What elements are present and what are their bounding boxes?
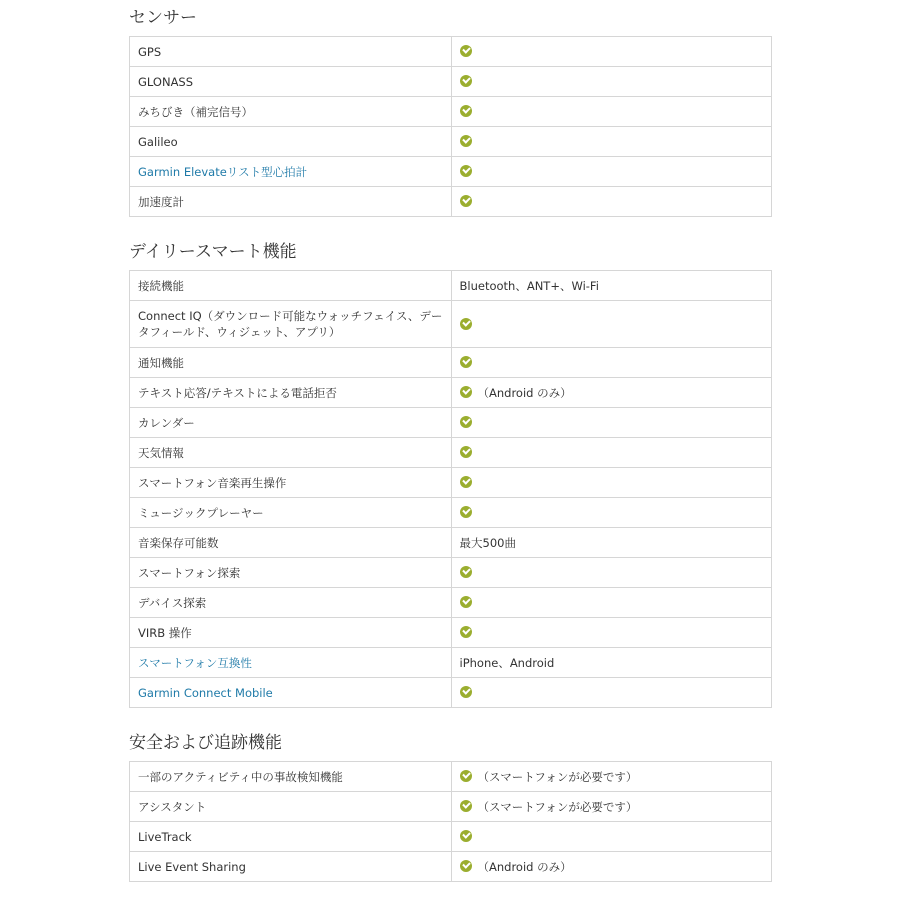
table-row (130, 271, 772, 301)
table-row (130, 438, 772, 468)
feature-value (451, 378, 772, 408)
feature-label[interactable] (130, 648, 452, 678)
feature-value-text: 最大500曲 (459, 535, 516, 550)
feature-label-text: 音楽保存可能数 (138, 535, 219, 550)
feature-value-text: Bluetooth、ANT+、Wi-Fi (459, 278, 599, 293)
table-row (130, 97, 772, 127)
table-row (130, 408, 772, 438)
table-row (130, 378, 772, 408)
feature-label (130, 348, 452, 378)
feature-label-text: Galileo (138, 134, 178, 149)
feature-label (130, 438, 452, 468)
feature-value (451, 852, 772, 882)
feature-label[interactable] (130, 157, 452, 187)
feature-label (130, 588, 452, 618)
feature-value-text: （Android のみ） (477, 385, 572, 400)
feature-label (130, 127, 452, 157)
check-circle-icon (460, 566, 472, 578)
check-circle-icon (460, 386, 472, 398)
feature-value (451, 588, 772, 618)
feature-label (130, 618, 452, 648)
feature-label-text: Connect IQ（ダウンロード可能なウォッチフェイス、データフィールド、ウィジェット、アプリ） (138, 309, 443, 339)
feature-value (451, 558, 772, 588)
check-circle-icon (460, 195, 472, 207)
feature-value (451, 678, 772, 708)
feature-label (130, 498, 452, 528)
feature-label-text: デバイス探索 (138, 595, 207, 610)
feature-value-text: （Android のみ） (477, 859, 572, 874)
feature-label (130, 378, 452, 408)
check-circle-icon (460, 800, 472, 812)
check-circle-icon (460, 105, 472, 117)
check-circle-icon (460, 75, 472, 87)
feature-value (451, 157, 772, 187)
feature-label-text: テキスト応答/テキストによる電話拒否 (138, 385, 337, 400)
feature-label (130, 822, 452, 852)
feature-label-text: みちびき（補完信号） (138, 104, 253, 119)
feature-label-text: 天気情報 (138, 445, 184, 460)
feature-label-text: Live Event Sharing (138, 859, 246, 874)
feature-value (451, 618, 772, 648)
section-sensors (129, 0, 772, 217)
table-row (130, 37, 772, 67)
feature-link[interactable]: スマートフォン互換性 (138, 655, 252, 670)
check-circle-icon (460, 596, 472, 608)
check-circle-icon (460, 860, 472, 872)
table-row (130, 762, 772, 792)
feature-label (130, 271, 452, 301)
feature-label (130, 408, 452, 438)
table-row (130, 348, 772, 378)
feature-label-text: LiveTrack (138, 829, 192, 844)
check-circle-icon (460, 165, 472, 177)
table-row (130, 852, 772, 882)
feature-value (451, 498, 772, 528)
feature-value (451, 438, 772, 468)
feature-label (130, 852, 452, 882)
feature-value (451, 762, 772, 792)
table-row (130, 498, 772, 528)
feature-label (130, 762, 452, 792)
feature-value (451, 822, 772, 852)
feature-label (130, 558, 452, 588)
check-circle-icon (460, 318, 472, 330)
feature-label[interactable] (130, 678, 452, 708)
feature-label-text: 一部のアクティビティ中の事故検知機能 (138, 769, 343, 784)
table-row (130, 558, 772, 588)
spec-table (129, 761, 772, 882)
table-row (130, 822, 772, 852)
check-circle-icon (460, 356, 472, 368)
check-circle-icon (460, 830, 472, 842)
check-circle-icon (460, 135, 472, 147)
feature-label-text: 通知機能 (138, 355, 184, 370)
feature-value (451, 127, 772, 157)
section-title: センサー (129, 8, 197, 28)
feature-value (451, 67, 772, 97)
table-row (130, 648, 772, 678)
feature-label (130, 97, 452, 127)
table-row (130, 67, 772, 97)
feature-label-text: GLONASS (138, 74, 194, 89)
feature-label-text: VIRB 操作 (138, 625, 192, 640)
check-circle-icon (460, 45, 472, 57)
feature-link[interactable]: Garmin Connect Mobile (138, 685, 273, 700)
spec-page (129, 0, 772, 882)
feature-value (451, 37, 772, 67)
check-circle-icon (460, 446, 472, 458)
check-circle-icon (460, 770, 472, 782)
feature-value-text: （スマートフォンが必要です） (477, 799, 638, 814)
feature-value-text: iPhone、Android (459, 655, 555, 670)
feature-label-text: GPS (138, 44, 162, 59)
feature-value (451, 187, 772, 217)
feature-value (451, 348, 772, 378)
check-circle-icon (460, 506, 472, 518)
feature-value (451, 271, 772, 301)
table-row (130, 678, 772, 708)
feature-label-text: アシスタント (138, 799, 207, 814)
section-safety (129, 725, 772, 882)
feature-label-text: スマートフォン音楽再生操作 (138, 475, 287, 490)
feature-label-text: ミュージックプレーヤー (138, 505, 264, 520)
feature-value (451, 97, 772, 127)
feature-label (130, 528, 452, 558)
table-row (130, 588, 772, 618)
table-row (130, 157, 772, 187)
feature-link[interactable]: Garmin Elevateリスト型心拍計 (138, 164, 308, 179)
feature-label-text: スマートフォン探索 (138, 565, 241, 580)
feature-label-text: 加速度計 (138, 194, 184, 209)
table-row (130, 792, 772, 822)
feature-label (130, 187, 452, 217)
section-daily-smart (129, 234, 772, 708)
feature-value (451, 301, 772, 348)
feature-label (130, 301, 452, 348)
table-row (130, 618, 772, 648)
table-row (130, 127, 772, 157)
feature-label-text: 接続機能 (138, 278, 184, 293)
table-row (130, 187, 772, 217)
check-circle-icon (460, 626, 472, 638)
feature-value (451, 648, 772, 678)
spec-table (129, 36, 772, 217)
check-circle-icon (460, 416, 472, 428)
feature-label (130, 37, 452, 67)
feature-value-text: （スマートフォンが必要です） (477, 769, 638, 784)
table-row (130, 468, 772, 498)
section-title: 安全および追跡機能 (129, 733, 282, 753)
check-circle-icon (460, 476, 472, 488)
spec-table (129, 270, 772, 708)
section-title: デイリースマート機能 (129, 242, 297, 262)
feature-value (451, 468, 772, 498)
table-row (130, 528, 772, 558)
feature-label (130, 468, 452, 498)
feature-value (451, 792, 772, 822)
feature-value (451, 408, 772, 438)
table-row (130, 301, 772, 348)
feature-label (130, 792, 452, 822)
feature-value (451, 528, 772, 558)
feature-label (130, 67, 452, 97)
feature-label-text: カレンダー (138, 415, 195, 430)
check-circle-icon (460, 686, 472, 698)
